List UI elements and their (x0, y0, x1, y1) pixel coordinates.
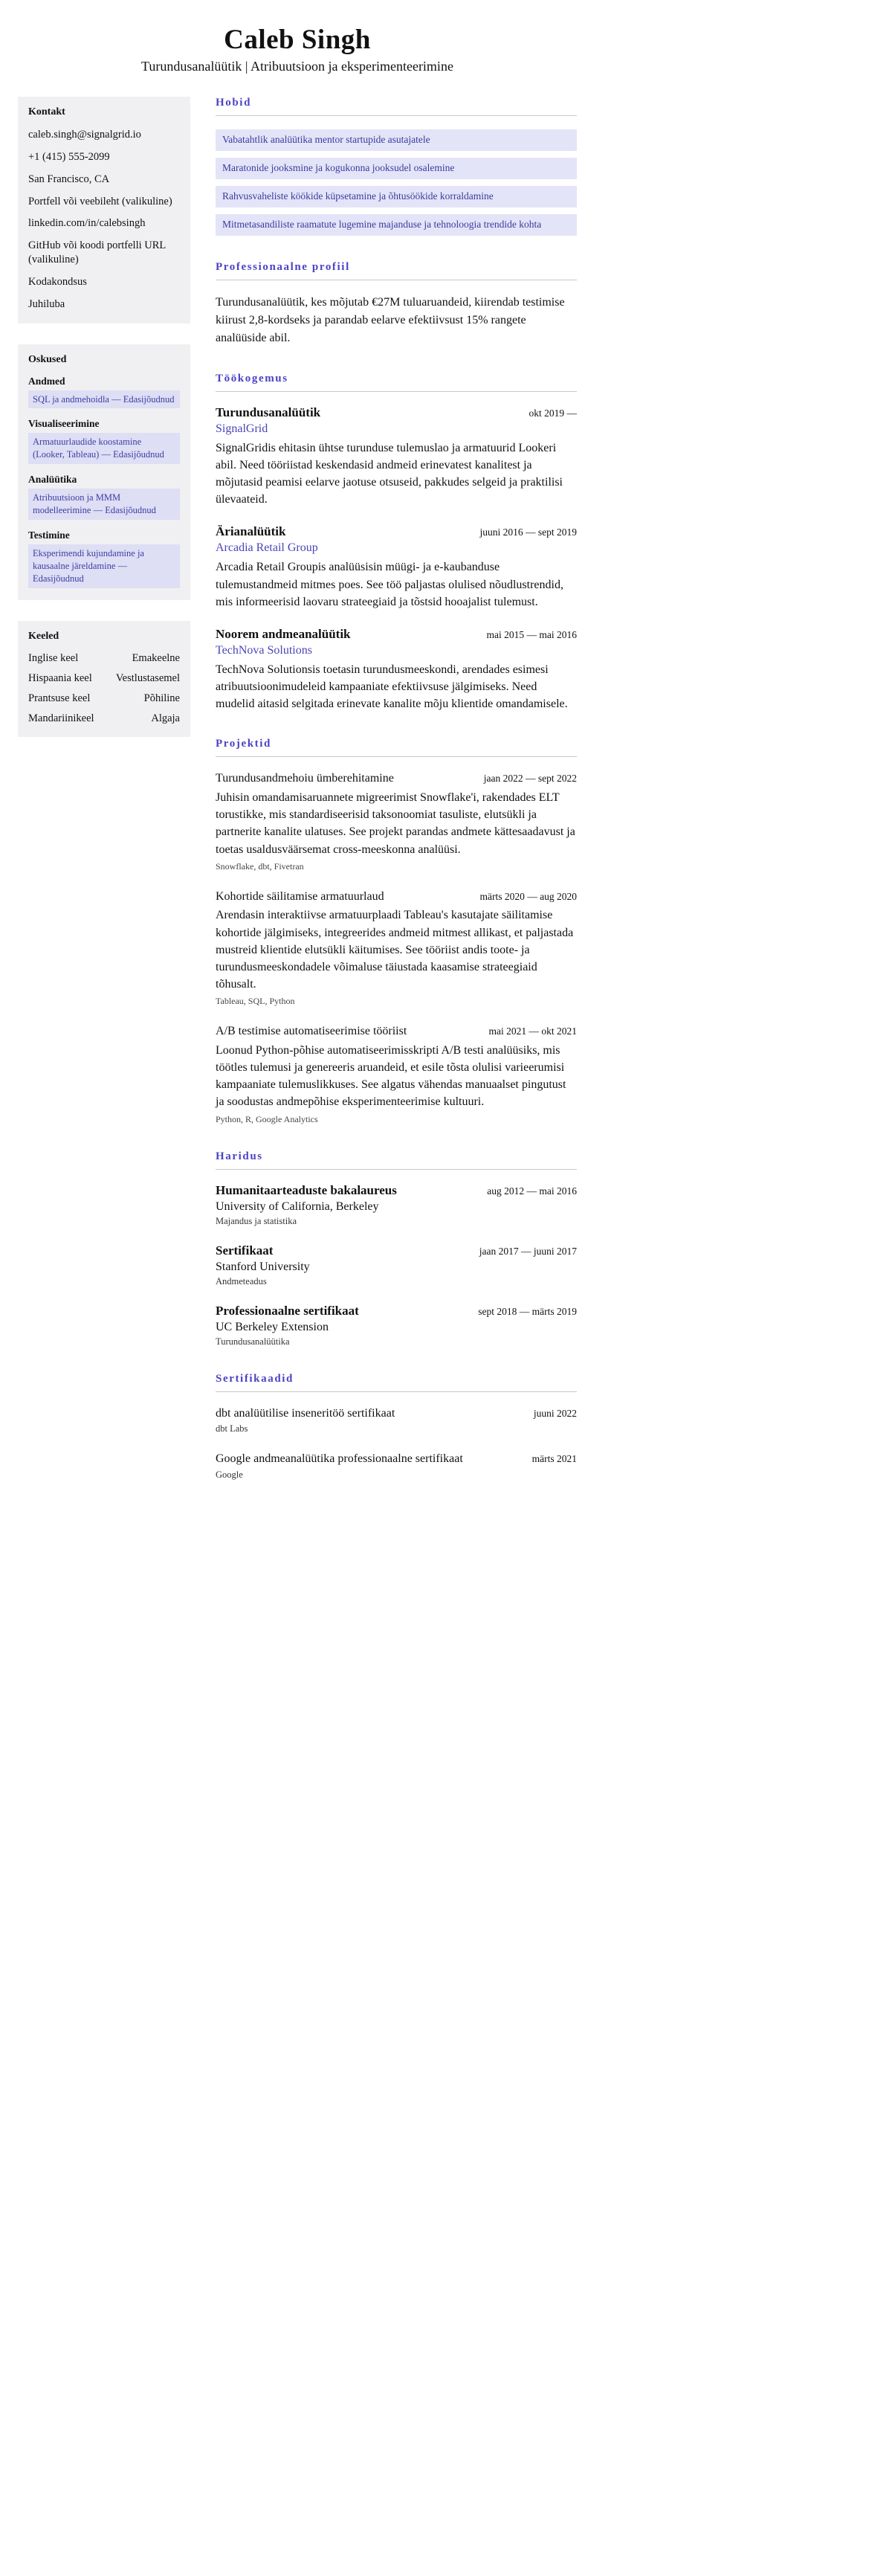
project-tech: Snowflake, dbt, Fivetran (216, 860, 304, 872)
education-field: Andmeteadus (216, 1275, 267, 1287)
certification-name: dbt analüütilise inseneritöö sertifikaat (216, 1406, 395, 1420)
project-entry (216, 1023, 577, 1124)
project-entry-head (216, 889, 577, 905)
language-name: Inglise keel (28, 651, 79, 664)
education-field: Majandus ja statistika (216, 1215, 297, 1226)
certification-dates: märts 2021 (531, 1453, 577, 1465)
education-school: University of California, Berkeley (216, 1200, 379, 1213)
contact-item-email: caleb.singh@signalgrid.io (28, 129, 141, 141)
resume-page (0, 0, 595, 1536)
hobby-tag: Vabatahtlik analüütika mentor startupide asutajatele (216, 129, 577, 151)
certification-entry (216, 1451, 577, 1481)
job-description: TechNova Solutionsis toetasin turundusmeeskondi, arendades esimesi atribuutsioonimudeleid kampaaniate efektiivsuse jälgimiseks. Need mudelid aitasid selgitada erinevate kanalite mõju klientide omandamisele. (216, 663, 568, 711)
language-row (28, 712, 180, 725)
language-name: Mandariinikeel (28, 712, 94, 724)
job-entry-head (216, 627, 577, 642)
contact-item-phone: +1 (415) 555-2099 (28, 150, 110, 163)
project-entry-head (216, 770, 577, 787)
project-tech: Tableau, SQL, Python (216, 996, 295, 1007)
education-title: Haridus (216, 1150, 263, 1162)
candidate-subtitle: Turundusanalüütik | Atribuutsioon ja eksperimenteerimine (141, 59, 453, 74)
hobbies-title: Hobid (216, 97, 252, 109)
certification-entry-head (216, 1405, 577, 1422)
education-degree: Humanitaarteaduste bakalaureus (216, 1182, 397, 1197)
contact-section (18, 97, 190, 323)
skill-group-label: Testimine (28, 529, 70, 541)
company-link[interactable]: SignalGrid (216, 422, 268, 435)
work-section (216, 373, 577, 713)
job-entry-head (216, 405, 577, 420)
education-entry-head (216, 1243, 577, 1258)
language-level: Algaja (151, 712, 180, 724)
job-entry-head (216, 524, 577, 539)
skills-title: Oskused (28, 353, 67, 365)
main-column (216, 97, 577, 1506)
language-level: Emakeelne (132, 651, 180, 664)
certification-issuer: Google (216, 1469, 243, 1480)
contact-item-portfolio: Portfell või veebileht (valikuline) (28, 195, 172, 207)
language-level: Vestlustasemel (115, 672, 180, 684)
project-name: Turundusandmehoiu ümberehitamine (216, 772, 394, 785)
hobby-tag: Maratonide jooksmine ja kogukonna jooksudel osalemine (216, 158, 577, 179)
education-entry-head (216, 1183, 577, 1198)
language-row (28, 652, 180, 665)
education-degree: Professionaalne sertifikaat (216, 1303, 359, 1318)
certifications-title: Sertifikaadid (216, 1372, 294, 1385)
education-section (216, 1150, 577, 1347)
project-entry (216, 889, 577, 1008)
skill-group (28, 418, 180, 464)
skills-section (18, 344, 190, 600)
education-dates: jaan 2017 — juuni 2017 (479, 1245, 577, 1257)
education-dates: sept 2018 — märts 2019 (478, 1305, 577, 1317)
education-field: Turundusanalüütika (216, 1336, 290, 1347)
project-dates: jaan 2022 — sept 2022 (483, 773, 577, 785)
contact-item-citizenship: Kodakondsus (28, 275, 87, 288)
section-divider (216, 391, 577, 392)
skill-group-label: Analüütika (28, 474, 77, 486)
project-description: Loonud Python-põhise automatiseerimisskripti A/B testi analüüsiks, mis töötles tulemusi ja genereeris aruandeid, et esile tõsta olulisi varieerumisi kampaaniate tulemuslikkuses. See algatus vähendas manuaalset pingutust ja soodustas andmepõhise eksperimenteerimise kultuuri. (216, 1043, 566, 1109)
skill-group (28, 376, 180, 409)
education-entry-head (216, 1304, 577, 1318)
section-divider (216, 1391, 577, 1392)
language-name: Hispaania keel (28, 672, 92, 684)
projects-title: Projektid (216, 738, 271, 750)
certification-dates: juuni 2022 (533, 1407, 577, 1419)
languages-title: Keeled (28, 630, 59, 642)
skill-group (28, 474, 180, 520)
project-dates: märts 2020 — aug 2020 (479, 890, 577, 902)
project-entry-head (216, 1023, 577, 1040)
language-level: Põhiline (143, 692, 180, 704)
job-dates: mai 2015 — mai 2016 (486, 628, 577, 640)
education-entry (216, 1304, 577, 1347)
profile-text: Turundusanalüütik, kes mõjutab €27M tuluaruandeid, kiirendab testimise kiirust 2,8-kordseks ja parandab eelarve efektiivsust 15% rangete analüüside abil. (216, 295, 565, 344)
project-tech: Python, R, Google Analytics (216, 1113, 318, 1124)
job-role: Ärianalüütik (216, 524, 286, 539)
work-title: Töökogemus (216, 372, 288, 384)
project-name: A/B testimise automatiseerimise tööriist (216, 1025, 407, 1038)
education-dates: aug 2012 — mai 2016 (487, 1185, 577, 1197)
job-description: SignalGridis ehitasin ühtse turunduse tulemuslao ja armatuurid Lookeri abil. Need tööriistad keskendasid andmeid erinevatest kanalitest ja mõjutasid peamisi eelarve jaotuse otsuseid, pakkudes selgeid ja praktilisi ülevaateid. (216, 441, 563, 506)
hobby-tag: Mitmetasandiliste raamatute lugemine majanduse ja tehnoloogia trendide kohta (216, 214, 577, 236)
project-description: Juhisin omandamisaruannete migreerimist Snowflake'i, rakendades ELT torustikke, mis standardiseerisid taksonoomiat tasuliste, elutsükli ja partnerite kanalite ulatuses. See projekt parandas andmete kättesaadavust ja toetas usaldusväärsemat cross-meeskonna analüüsi. (216, 791, 575, 856)
contact-item-github: GitHub või koodi portfelli URL (valikuline) (28, 239, 166, 266)
job-entry (216, 627, 577, 713)
sidebar (18, 97, 190, 758)
education-school: Stanford University (216, 1260, 310, 1273)
languages-section (18, 621, 190, 737)
profile-section (216, 261, 577, 347)
contact-item-location: San Francisco, CA (28, 173, 110, 185)
contact-item-license: Juhiluba (28, 297, 65, 310)
language-row (28, 672, 180, 685)
contact-title: Kontakt (28, 106, 65, 117)
skill-tag: SQL ja andmehoidla — Edasijõudnud (28, 390, 180, 409)
company-link[interactable]: Arcadia Retail Group (216, 541, 318, 555)
contact-item-linkedin: linkedin.com/in/calebsingh (28, 217, 146, 230)
education-degree: Sertifikaat (216, 1243, 274, 1258)
profile-title: Professionaalne profiil (216, 260, 350, 273)
skill-tag: Atribuutsioon ja MMM modelleerimine — Edasijõudnud (28, 489, 180, 520)
skill-tag: Armatuurlaudide koostamine (Looker, Tableau) — Edasijõudnud (28, 433, 180, 464)
certification-entry-head (216, 1451, 577, 1467)
project-dates: mai 2021 — okt 2021 (488, 1025, 577, 1037)
skill-tag: Eksperimendi kujundamine ja kausaalne järeldamine — Edasijõudnud (28, 544, 180, 588)
company-link[interactable]: TechNova Solutions (216, 643, 312, 657)
education-entry (216, 1183, 577, 1227)
skill-group (28, 529, 180, 588)
job-entry (216, 524, 577, 611)
certification-issuer: dbt Labs (216, 1423, 248, 1434)
job-role: Turundusanalüütik (216, 405, 321, 419)
skill-group-label: Andmed (28, 375, 65, 387)
projects-section (216, 738, 577, 1124)
resume-header (18, 24, 577, 74)
section-divider (216, 756, 577, 757)
certification-entry (216, 1405, 577, 1435)
resume-columns (18, 97, 577, 1506)
job-description: Arcadia Retail Groupis analüüsisin müügi- ja e-kaubanduse tulemustandmeid mitmes poes. See töö paljastas olulised nõudlustrendid, mis informeerisid laovaru strateegiaid ja tõstsid hooajalist tulemust. (216, 561, 563, 608)
certifications-section (216, 1373, 577, 1481)
skill-group-label: Visualiseerimine (28, 418, 100, 430)
project-description: Arendasin interaktiivse armatuurplaadi Tableau's kasutajate säilitamise kohortide jälgimiseks, integreerides andmeid mitmest allikast, et paljastada mustreid klientide elutsükli käitumises. See tööriist andis toote- ja turundusmeeskondadele võimaluse täiustada kaasamise strateegiaid tõhusalt. (216, 909, 574, 991)
education-school: UC Berkeley Extension (216, 1320, 329, 1333)
hobby-tag: Rahvusvaheliste köökide küpsetamine ja õhtusöökide korraldamine (216, 186, 577, 207)
language-row (28, 692, 180, 705)
job-dates: juuni 2016 — sept 2019 (479, 527, 577, 538)
section-divider (216, 115, 577, 116)
certification-name: Google andmeanalüütika professionaalne sertifikaat (216, 1452, 463, 1466)
project-name: Kohortide säilitamise armatuurlaud (216, 889, 384, 903)
job-dates: okt 2019 — (529, 407, 577, 419)
education-entry (216, 1243, 577, 1287)
language-name: Prantsuse keel (28, 692, 91, 704)
candidate-name: Caleb Singh (224, 25, 371, 55)
project-entry (216, 770, 577, 872)
section-divider (216, 1169, 577, 1170)
job-role: Noorem andmeanalüütik (216, 626, 351, 641)
hobbies-section (216, 97, 577, 236)
job-entry (216, 405, 577, 509)
